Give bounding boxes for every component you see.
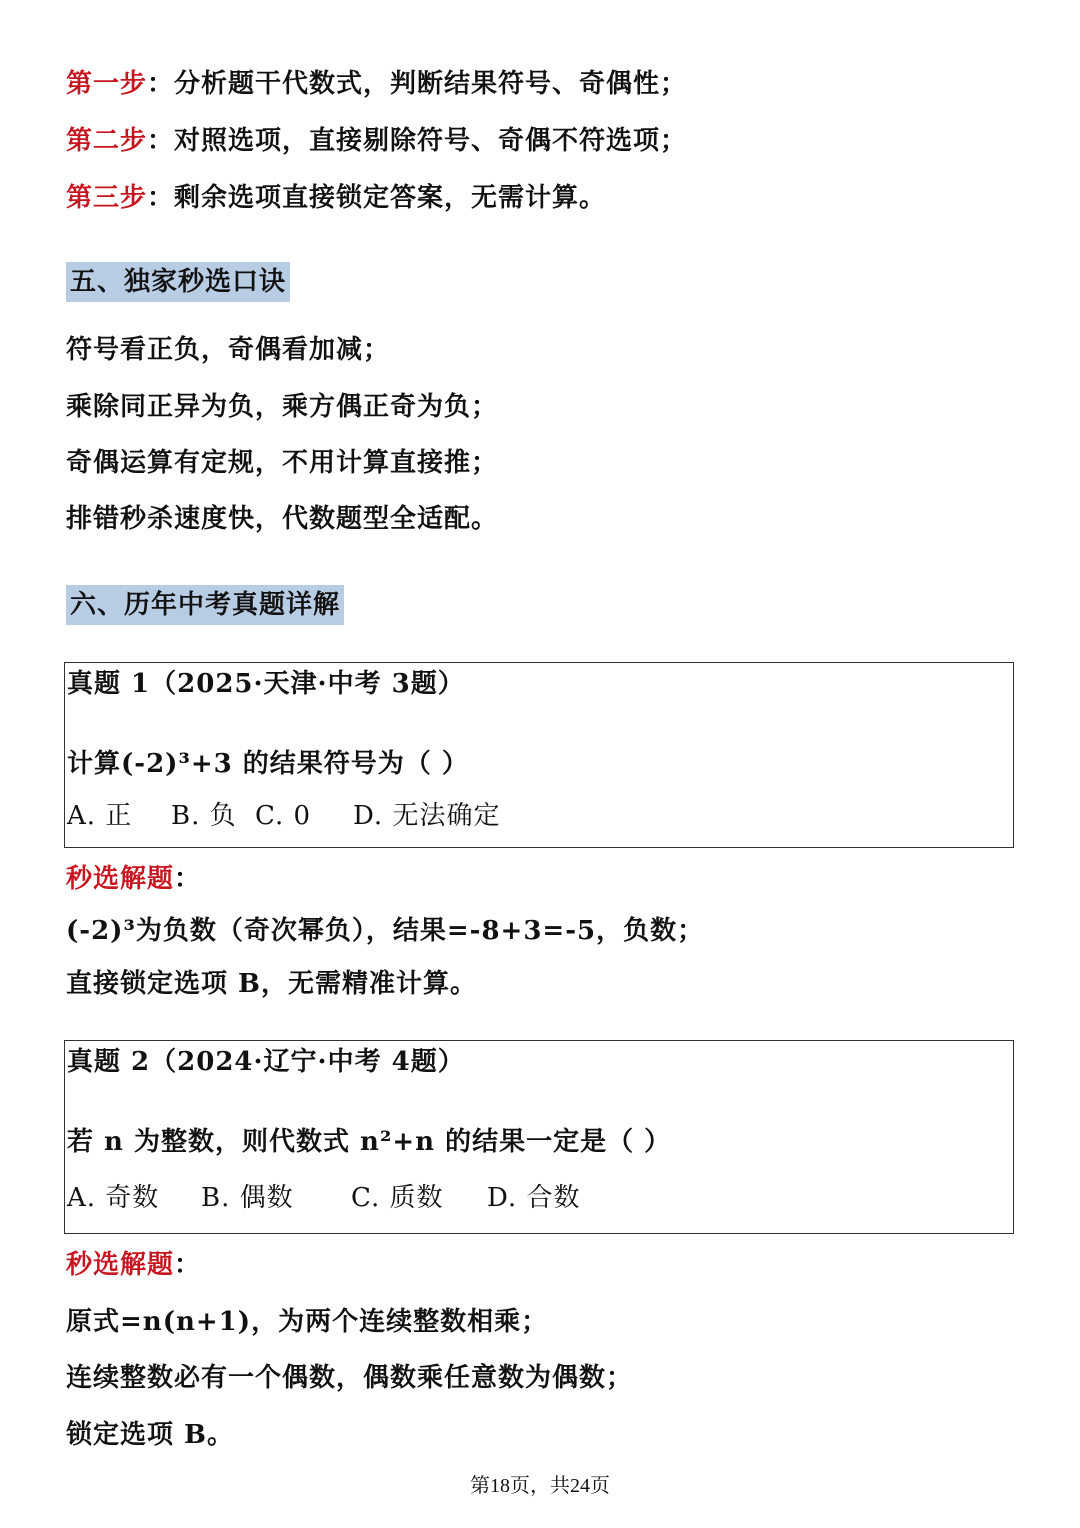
step-2 xyxy=(66,124,687,158)
q2-option-d: D. 合数 xyxy=(487,1183,581,1213)
step-3 xyxy=(66,181,606,215)
q1-option-a: A. 正 xyxy=(67,801,133,831)
q1-solution-line-2: 直接锁定选项 B，无需精准计算。 xyxy=(66,969,478,999)
step-3-label: 第三步 xyxy=(66,183,148,213)
q2-option-b: B. 偶数 xyxy=(201,1183,294,1213)
q2-solution-heading xyxy=(66,1248,201,1282)
q2-solution-line-1: 原式=n(n+1)，为两个连续整数相乘； xyxy=(66,1307,549,1337)
q2-solution-line-2: 连续整数必有一个偶数，偶数乘任意数为偶数； xyxy=(66,1363,634,1393)
question-1-title: 真题 1（2025·天津·中考 3题） xyxy=(67,669,465,699)
q2-solution-colon: ： xyxy=(174,1250,202,1280)
step-3-text: ：剩余选项直接锁定答案，无需计算。 xyxy=(147,183,607,213)
step-1 xyxy=(66,67,687,101)
rhyme-line-3: 奇偶运算有定规，不用计算直接推； xyxy=(66,448,499,478)
section-5-heading: 五、独家秒选口诀 xyxy=(66,262,290,302)
step-1-text: ：分析题干代数式，判断结果符号、奇偶性； xyxy=(147,69,688,99)
q2-option-c: C. 质数 xyxy=(351,1183,444,1213)
q1-solution-label: 秒选解题 xyxy=(66,864,175,894)
q1-solution-colon: ： xyxy=(174,864,202,894)
question-2-options xyxy=(67,1181,580,1215)
page-footer: 第18页，共24页 xyxy=(470,1475,610,1497)
rhyme-line-1: 符号看正负，奇偶看加减； xyxy=(66,335,391,365)
question-2-box xyxy=(64,1040,1014,1234)
step-2-text: ：对照选项，直接剔除符号、奇偶不符选项； xyxy=(147,126,688,156)
step-2-label: 第二步 xyxy=(66,126,148,156)
q1-solution-heading xyxy=(66,862,201,896)
question-2-title: 真题 2（2024·辽宁·中考 4题） xyxy=(67,1047,465,1077)
question-1-text: 计算(-2)³+3 的结果符号为（ ） xyxy=(67,749,469,779)
step-1-label: 第一步 xyxy=(66,69,148,99)
question-2-text: 若 n 为整数，则代数式 n²+n 的结果一定是（ ） xyxy=(67,1127,672,1157)
question-1-options xyxy=(67,799,500,833)
q2-solution-label: 秒选解题 xyxy=(66,1250,175,1280)
q2-option-a: A. 奇数 xyxy=(67,1183,160,1213)
q1-option-c: C. 0 xyxy=(255,801,312,831)
question-1-box xyxy=(64,662,1014,848)
q1-option-b: B. 负 xyxy=(171,801,237,831)
q1-solution-line-1: (-2)³为负数（奇次幂负），结果=-8+3=-5，负数； xyxy=(66,916,705,946)
rhyme-line-4: 排错秒杀速度快，代数题型全适配。 xyxy=(66,504,499,534)
q2-solution-line-3: 锁定选项 B。 xyxy=(66,1420,235,1450)
q1-option-d: D. 无法确定 xyxy=(353,801,501,831)
section-6-heading: 六、历年中考真题详解 xyxy=(66,585,344,625)
rhyme-line-2: 乘除同正异为负，乘方偶正奇为负； xyxy=(66,392,499,422)
